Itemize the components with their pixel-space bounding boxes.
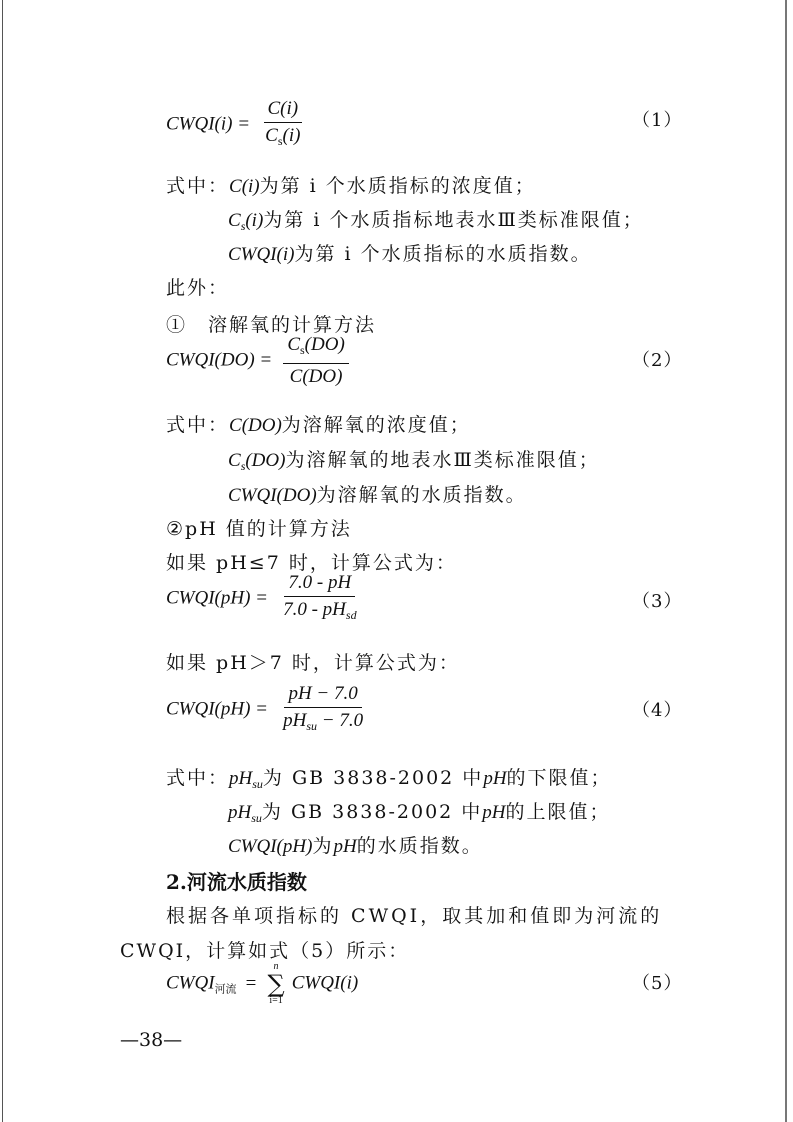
equation-4-numerator: pH − 7.0 bbox=[284, 683, 361, 708]
equation-4-lhs: CWQI(pH) = bbox=[166, 698, 268, 720]
paragraph-line-2: CWQI，计算如式（5）所示： bbox=[120, 940, 410, 962]
equation-1-number: （1） bbox=[632, 110, 683, 131]
where-block-1-line-1: 式中：C(i)为第 i 个水质指标的浓度值； bbox=[166, 175, 536, 197]
equation-4-denominator: $pH_{su} - 7.0$ bbox=[283, 710, 364, 733]
equation-4 bbox=[166, 683, 367, 737]
where-block-3-line-1: 式中：$pH_{su}$为 GB 3838-2002 中pH的下限值； bbox=[166, 767, 612, 791]
summation-sign: n ∑ i=1 bbox=[267, 961, 285, 1006]
equation-1 bbox=[166, 98, 304, 152]
page-left-edge bbox=[2, 0, 3, 1122]
equation-3 bbox=[166, 572, 361, 626]
equation-2-lhs: CWQI(DO) = bbox=[166, 349, 273, 371]
equation-2-fraction bbox=[283, 334, 348, 388]
besides-label: 此外： bbox=[166, 277, 230, 299]
equation-3-numerator: 7.0 - pH bbox=[284, 572, 355, 597]
where-block-2-line-1: 式中：C(DO)为溶解氧的浓度值； bbox=[166, 414, 471, 436]
equation-5-number: （5） bbox=[632, 973, 683, 994]
where-block-2-line-2: $C_s(DO)$为溶解氧的地表水Ⅲ类标准限值； bbox=[228, 449, 600, 473]
page-number: —38— bbox=[120, 1029, 183, 1051]
equation-3-fraction bbox=[279, 572, 360, 626]
page-right-edge bbox=[785, 0, 787, 1122]
equation-5: $CWQI_{河流}$ = n ∑ i=1 CWQI(i) bbox=[166, 961, 359, 1006]
equation-2-number: （2） bbox=[632, 350, 683, 371]
section-ph: ②pH 值的计算方法 bbox=[166, 518, 352, 540]
paragraph-line-1: 根据各单项指标的 CWQI，取其加和值即为河流的 bbox=[166, 905, 663, 927]
section-2-heading: 2.河流水质指数 bbox=[166, 870, 307, 894]
section-dissolved-oxygen: ① 溶解氧的计算方法 bbox=[166, 314, 377, 336]
where-block-3-line-3: CWQI(pH)为pH的水质指数。 bbox=[228, 835, 483, 857]
where-block-1-line-3: CWQI(i)为第 i 个水质指标的水质指数。 bbox=[228, 243, 592, 265]
condition-ph-le-7: 如果 pH≤7 时，计算公式为： bbox=[166, 552, 457, 574]
equation-3-lhs: CWQI(pH) = bbox=[166, 587, 268, 609]
where-block-1-line-2: $C_s(i)$为第 i 个水质指标地表水Ⅲ类标准限值； bbox=[228, 209, 644, 233]
equation-3-denominator: $7.0 - pH_{sd}$ bbox=[283, 599, 357, 622]
equation-1-lhs: CWQI(i) = bbox=[166, 113, 251, 135]
equation-1-numerator: C(i) bbox=[264, 98, 303, 123]
equation-3-number: （3） bbox=[632, 591, 683, 612]
condition-ph-gt-7: 如果 pH＞7 时，计算公式为： bbox=[166, 652, 460, 674]
where-block-3-line-2: $pH_{su}$为 GB 3838-2002 中pH的上限值； bbox=[228, 801, 611, 825]
equation-2-denominator: C(DO) bbox=[289, 366, 343, 387]
equation-4-number: （4） bbox=[632, 700, 683, 721]
equation-1-fraction bbox=[261, 98, 304, 152]
where-block-2-line-3: CWQI(DO)为溶解氧的水质指数。 bbox=[228, 484, 527, 506]
equation-2 bbox=[166, 334, 349, 388]
equation-1-denominator: $C_s(i)$ bbox=[265, 125, 301, 148]
equation-2-numerator: $C_s(DO)$ bbox=[283, 334, 348, 364]
equation-4-fraction bbox=[279, 683, 367, 737]
